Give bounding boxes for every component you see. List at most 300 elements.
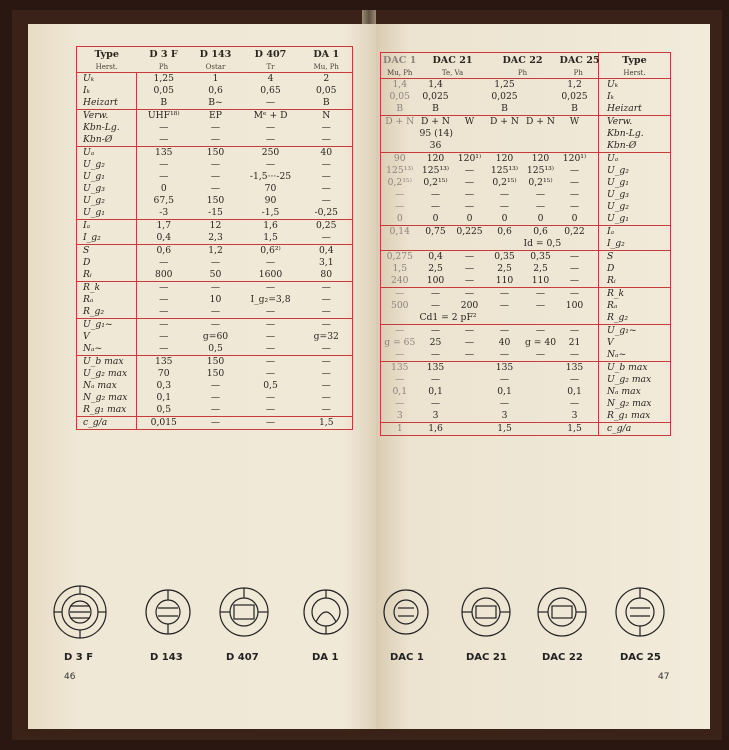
table-cell: — <box>430 201 441 212</box>
row-label: Rₐ <box>599 300 671 312</box>
table-cell <box>591 91 599 103</box>
table-cell: — <box>321 404 331 415</box>
left-tube-table <box>76 46 353 430</box>
table-row <box>77 147 353 160</box>
right-header-type: DAC 21 <box>432 55 473 66</box>
table-cell <box>591 362 599 375</box>
table-cell: g = 40 <box>524 337 557 348</box>
table-cell: 0,05 <box>137 85 191 97</box>
table-cell <box>591 201 599 213</box>
table-cell: N <box>301 110 353 123</box>
table-cell: B <box>501 103 508 114</box>
table-cell: I_g₂=3,8 <box>250 294 291 305</box>
table-cell: 10 <box>209 294 222 305</box>
row-label: V <box>83 331 90 342</box>
table-cell: — <box>453 325 487 338</box>
table-cell <box>487 238 523 251</box>
table-row <box>381 226 671 239</box>
table-cell: 1,5 <box>392 263 408 274</box>
right-header-maker: Ph <box>517 69 528 77</box>
table-cell: g=60 <box>202 331 229 342</box>
table-cell: 3 <box>396 410 403 421</box>
table-cell: — <box>419 288 453 301</box>
table-cell: — <box>265 134 276 145</box>
table-cell <box>453 386 487 398</box>
table-cell: 150 <box>206 195 225 206</box>
left-header-type: DA 1 <box>313 49 340 60</box>
table-cell: — <box>210 380 221 391</box>
table-row <box>381 238 671 251</box>
tube-name-dac21: DAC 21 <box>466 652 507 663</box>
table-cell: — <box>487 288 523 301</box>
table-cell: — <box>569 189 580 200</box>
table-cell: — <box>395 374 405 385</box>
table-cell: — <box>191 417 241 430</box>
table-cell: — <box>241 282 301 295</box>
table-cell: 2,5 <box>497 263 512 274</box>
table-cell: 0,015 <box>137 417 191 430</box>
row-label: N_g₂ max <box>599 398 671 410</box>
row-label: U_g₂ max <box>83 368 128 379</box>
table-cell: — <box>265 392 276 403</box>
row-label: U_g₁ <box>83 207 105 218</box>
table-cell: 3,1 <box>318 257 334 268</box>
table-cell: 1,4 <box>419 79 453 92</box>
table-cell: B~ <box>208 97 223 108</box>
table-cell <box>523 91 559 103</box>
table-cell: 3 <box>432 410 439 421</box>
table-cell: — <box>535 349 546 360</box>
table-row <box>381 153 671 166</box>
table-row <box>77 343 353 356</box>
table-row <box>381 251 671 264</box>
table-row <box>77 110 353 123</box>
table-cell: 0,275 <box>381 251 419 264</box>
right-header-type: DAC 1 <box>383 55 417 66</box>
table-cell <box>591 374 599 386</box>
table-cell: — <box>464 275 475 286</box>
row-label: U_b max <box>77 356 137 369</box>
table-cell: 80 <box>320 269 333 280</box>
table-cell <box>591 177 599 189</box>
table-row <box>381 275 671 288</box>
table-cell: 0,1 <box>392 386 408 397</box>
table-cell: 125¹³⁾ <box>526 165 555 176</box>
table-row <box>381 288 671 301</box>
table-cell: 2,3 <box>208 232 223 243</box>
left-header-type: D 143 <box>199 49 232 60</box>
tube-name-dac25: DAC 25 <box>620 652 661 663</box>
table-cell: — <box>321 294 331 305</box>
table-cell: 0 <box>396 213 403 224</box>
table-cell: 0,1 <box>497 386 512 397</box>
tube-name-d407: D 407 <box>226 652 259 663</box>
table-cell: 0,75 <box>419 226 453 239</box>
table-cell: 0 <box>501 213 508 224</box>
table-cell: — <box>137 134 191 147</box>
table-row <box>381 325 671 338</box>
table-cell: — <box>265 306 276 317</box>
table-cell <box>523 423 559 436</box>
table-cell <box>453 410 487 423</box>
table-cell <box>591 349 599 362</box>
row-label: Heizart <box>83 97 118 108</box>
row-label: Nₐ~ <box>599 349 671 362</box>
table-cell <box>591 423 599 436</box>
table-cell <box>591 251 599 264</box>
row-label: V <box>599 337 671 349</box>
table-cell: -1,5···-25 <box>249 171 292 182</box>
table-cell: — <box>569 177 580 188</box>
table-cell: 150 <box>206 368 225 379</box>
table-cell: — <box>241 356 301 369</box>
table-row <box>77 380 353 392</box>
table-cell: 0,22 <box>559 226 591 239</box>
table-cell <box>453 79 487 92</box>
table-cell: — <box>137 343 191 356</box>
table-cell <box>591 410 599 423</box>
table-cell: 135 <box>559 362 591 375</box>
table-row <box>77 319 353 332</box>
row-label: Iₐ <box>77 220 137 233</box>
table-cell: — <box>241 417 301 430</box>
table-cell: — <box>395 189 405 200</box>
row-label: R_g₂ <box>599 312 671 325</box>
table-cell: — <box>137 306 191 319</box>
row-label: R_g₁ max <box>599 410 671 423</box>
table-row <box>77 73 353 86</box>
row-label: Uₐ <box>77 147 137 160</box>
row-label: D <box>83 257 91 268</box>
table-cell: — <box>499 189 510 200</box>
table-cell: — <box>419 325 453 338</box>
table-cell: — <box>464 177 475 188</box>
table-cell: 500 <box>390 300 409 311</box>
row-label: R_g₂ <box>83 306 105 317</box>
table-cell <box>591 213 599 226</box>
dac21-diagram-icon <box>462 588 510 636</box>
table-cell <box>591 165 599 177</box>
table-row <box>77 257 353 269</box>
table-cell: B <box>571 103 578 114</box>
right-header-type: DAC 22 <box>502 55 543 66</box>
table-cell: 120 <box>419 153 453 166</box>
table-cell <box>523 386 559 398</box>
table-cell <box>523 140 559 153</box>
table-cell: 1,25 <box>137 73 191 86</box>
table-cell: — <box>301 319 353 332</box>
table-cell: 1,7 <box>137 220 191 233</box>
table-row <box>381 386 671 398</box>
table-cell <box>453 238 487 251</box>
table-cell: 0 <box>537 213 544 224</box>
table-cell: — <box>321 343 331 354</box>
table-cell: 0 <box>432 213 439 224</box>
table-row <box>381 128 671 140</box>
table-cell: — <box>265 404 276 415</box>
table-cell: — <box>569 349 580 360</box>
table-row <box>77 207 353 220</box>
table-row <box>77 220 353 233</box>
table-cell: 1,2 <box>191 245 241 258</box>
table-cell <box>523 312 559 325</box>
table-cell: — <box>499 300 510 311</box>
table-cell: -0,25 <box>314 207 339 218</box>
dac25-diagram-icon <box>616 588 664 636</box>
table-cell: 3 <box>501 410 508 421</box>
table-cell: 0,4 <box>419 251 453 264</box>
table-cell: — <box>464 165 475 176</box>
table-cell: — <box>499 349 510 360</box>
table-cell: — <box>137 331 191 343</box>
table-cell: — <box>210 392 221 403</box>
table-row <box>77 159 353 171</box>
right-header-maker: Herst. <box>599 69 671 79</box>
table-cell: 25 <box>429 337 442 348</box>
table-cell: — <box>265 97 276 108</box>
table-cell <box>559 312 591 325</box>
row-label: c_g/a <box>599 423 671 436</box>
left-pin-diagrams <box>28 572 378 652</box>
table-cell: — <box>265 343 276 354</box>
tube-name-da1: DA 1 <box>312 652 339 663</box>
table-cell: 0 <box>466 213 473 224</box>
table-cell: 135 <box>137 356 191 369</box>
table-cell: -1,5 <box>261 207 280 218</box>
table-cell: — <box>210 171 221 182</box>
table-cell: — <box>499 398 510 409</box>
table-cell: B <box>322 97 330 108</box>
d143-diagram-icon <box>146 590 190 634</box>
table-cell: 120¹⁾ <box>559 153 591 166</box>
row-label: Uₐ <box>599 153 671 166</box>
table-cell: g=32 <box>313 331 339 342</box>
table-cell: 0,6 <box>137 245 191 258</box>
table-cell: — <box>430 349 441 360</box>
row-label: U_g₂ <box>599 165 671 177</box>
table-cell: — <box>321 171 331 182</box>
table-row <box>77 331 353 343</box>
left-header-maker: Herst. <box>95 63 118 71</box>
table-cell <box>559 238 591 251</box>
table-row <box>77 97 353 110</box>
table-row <box>77 269 353 282</box>
table-row <box>381 177 671 189</box>
table-cell: — <box>321 122 331 133</box>
row-label: U_g₁~ <box>599 325 671 338</box>
left-header-maker: Mu, Ph <box>313 63 339 71</box>
table-cell <box>591 300 599 312</box>
left-header-row <box>77 47 353 64</box>
table-cell: — <box>487 325 523 338</box>
row-label: U_g₁ <box>599 213 671 226</box>
row-label: Rₐ <box>83 294 94 305</box>
table-cell: — <box>137 319 191 332</box>
table-cell: 3 <box>571 410 578 421</box>
table-cell: 150 <box>191 356 241 369</box>
table-cell: — <box>137 282 191 295</box>
table-cell: — <box>464 201 475 212</box>
row-label: U_g₁~ <box>77 319 137 332</box>
table-cell: — <box>265 368 276 379</box>
table-cell: — <box>321 232 331 243</box>
table-row <box>77 171 353 183</box>
table-cell <box>453 103 487 116</box>
table-cell: — <box>523 288 559 301</box>
row-label: R_g₁ max <box>83 404 127 415</box>
table-cell: D + N <box>523 116 559 129</box>
table-cell: 4 <box>241 73 301 86</box>
table-cell <box>453 91 487 103</box>
table-cell <box>487 140 523 153</box>
table-cell: 1 <box>191 73 241 86</box>
table-cell <box>591 275 599 288</box>
row-label: U_g₁ <box>599 177 671 189</box>
row-label: Verw. <box>77 110 137 123</box>
table-row <box>77 195 353 207</box>
table-row <box>381 423 671 436</box>
table-cell: Cd1 = 2 pF² <box>419 312 477 323</box>
table-cell: 110 <box>531 275 550 286</box>
table-cell <box>453 362 487 375</box>
table-cell: -3 <box>137 207 191 220</box>
table-row <box>77 404 353 417</box>
table-cell: 0,025 <box>561 91 588 102</box>
da1-diagram-icon <box>304 590 348 634</box>
row-label: Verw. <box>599 116 671 129</box>
table-cell <box>381 238 419 251</box>
table-cell: — <box>569 263 580 274</box>
table-cell <box>591 238 599 251</box>
table-cell <box>591 398 599 410</box>
table-cell: — <box>381 325 419 338</box>
table-cell <box>591 79 599 92</box>
table-cell: 36 <box>429 140 442 151</box>
table-cell <box>419 238 453 251</box>
table-cell: — <box>569 201 580 212</box>
row-label: Nₐ max <box>83 380 117 391</box>
left-header-type: D 407 <box>254 49 287 60</box>
table-cell: 0,4 <box>137 232 191 245</box>
row-label: Iₖ <box>83 85 90 96</box>
table-cell: — <box>210 159 221 170</box>
table-cell <box>591 116 599 129</box>
table-cell: 1,4 <box>381 79 419 92</box>
table-cell: 125¹³⁾ <box>386 165 414 176</box>
table-cell: 135 <box>419 362 453 375</box>
table-cell: — <box>569 165 580 176</box>
table-cell: — <box>321 368 331 379</box>
table-cell: — <box>210 183 221 194</box>
table-cell: 67,5 <box>137 195 191 207</box>
table-cell: 0,225 <box>453 226 487 239</box>
table-cell: — <box>191 319 241 332</box>
table-cell: 0,1 <box>137 392 191 404</box>
table-cell: — <box>265 331 276 342</box>
table-cell: UHF¹⁸⁾ <box>137 110 191 123</box>
table-cell: 1,5 <box>559 423 591 436</box>
table-cell: 1,25 <box>487 79 523 92</box>
row-label: Heizart <box>599 103 671 116</box>
right-header-maker: Te, Va <box>441 69 464 77</box>
table-row <box>77 183 353 195</box>
table-cell: — <box>210 134 221 145</box>
table-cell: 200 <box>460 300 479 311</box>
table-cell: — <box>430 398 441 409</box>
table-cell: 0,6 <box>208 85 223 96</box>
table-cell: — <box>265 159 276 170</box>
row-label: U_b max <box>599 362 671 375</box>
table-cell: — <box>321 159 331 170</box>
table-cell <box>591 103 599 116</box>
right-header-maker: Ph <box>573 69 583 77</box>
table-cell: 135 <box>137 147 191 160</box>
table-cell: — <box>464 263 475 274</box>
table-cell <box>487 128 523 140</box>
table-cell: 2 <box>301 73 353 86</box>
table-row <box>77 392 353 404</box>
table-cell: 120¹⁾ <box>453 153 487 166</box>
table-cell: 1,5 <box>301 417 353 430</box>
table-cell: B <box>137 97 191 110</box>
table-cell: B <box>432 103 439 114</box>
table-cell: 100 <box>426 275 445 286</box>
table-cell: Mᵉ + D <box>241 110 301 123</box>
tube-name-dac1: DAC 1 <box>390 652 424 663</box>
table-cell: 0,65 <box>260 85 281 96</box>
table-cell: — <box>430 189 441 200</box>
table-row <box>77 245 353 258</box>
table-cell <box>559 128 591 140</box>
table-cell: 110 <box>495 275 514 286</box>
table-row <box>77 417 353 430</box>
table-row <box>77 294 353 306</box>
row-label: Kbn-Lg. <box>83 122 120 133</box>
table-cell: — <box>137 171 191 183</box>
table-row <box>381 312 671 325</box>
table-cell: W <box>559 116 591 129</box>
table-cell: 0,25 <box>301 220 353 233</box>
right-tube-table <box>380 52 671 436</box>
table-cell <box>591 153 599 166</box>
table-cell <box>559 140 591 153</box>
table-cell: 1 <box>381 423 419 436</box>
table-cell <box>523 410 559 423</box>
table-cell: — <box>321 195 331 206</box>
table-row <box>381 140 671 153</box>
table-cell: EP <box>191 110 241 123</box>
table-cell: 250 <box>241 147 301 160</box>
table-cell: — <box>321 183 331 194</box>
table-cell: D + N <box>381 116 419 129</box>
table-cell <box>453 374 487 386</box>
table-row <box>381 263 671 275</box>
table-cell: 90 <box>264 195 277 206</box>
table-cell: — <box>464 349 475 360</box>
table-cell: 21 <box>568 337 581 348</box>
table-cell <box>523 374 559 386</box>
table-cell: — <box>137 294 191 306</box>
table-cell <box>591 337 599 349</box>
table-cell: — <box>301 356 353 369</box>
row-label: U_g₃ <box>599 189 671 201</box>
table-cell <box>523 128 559 140</box>
table-cell: — <box>321 392 331 403</box>
row-label: Kbn-Ø <box>83 134 113 145</box>
table-cell: 0,6 <box>523 226 559 239</box>
table-row <box>381 410 671 423</box>
tube-name-d3f: D 3 F <box>64 652 94 663</box>
